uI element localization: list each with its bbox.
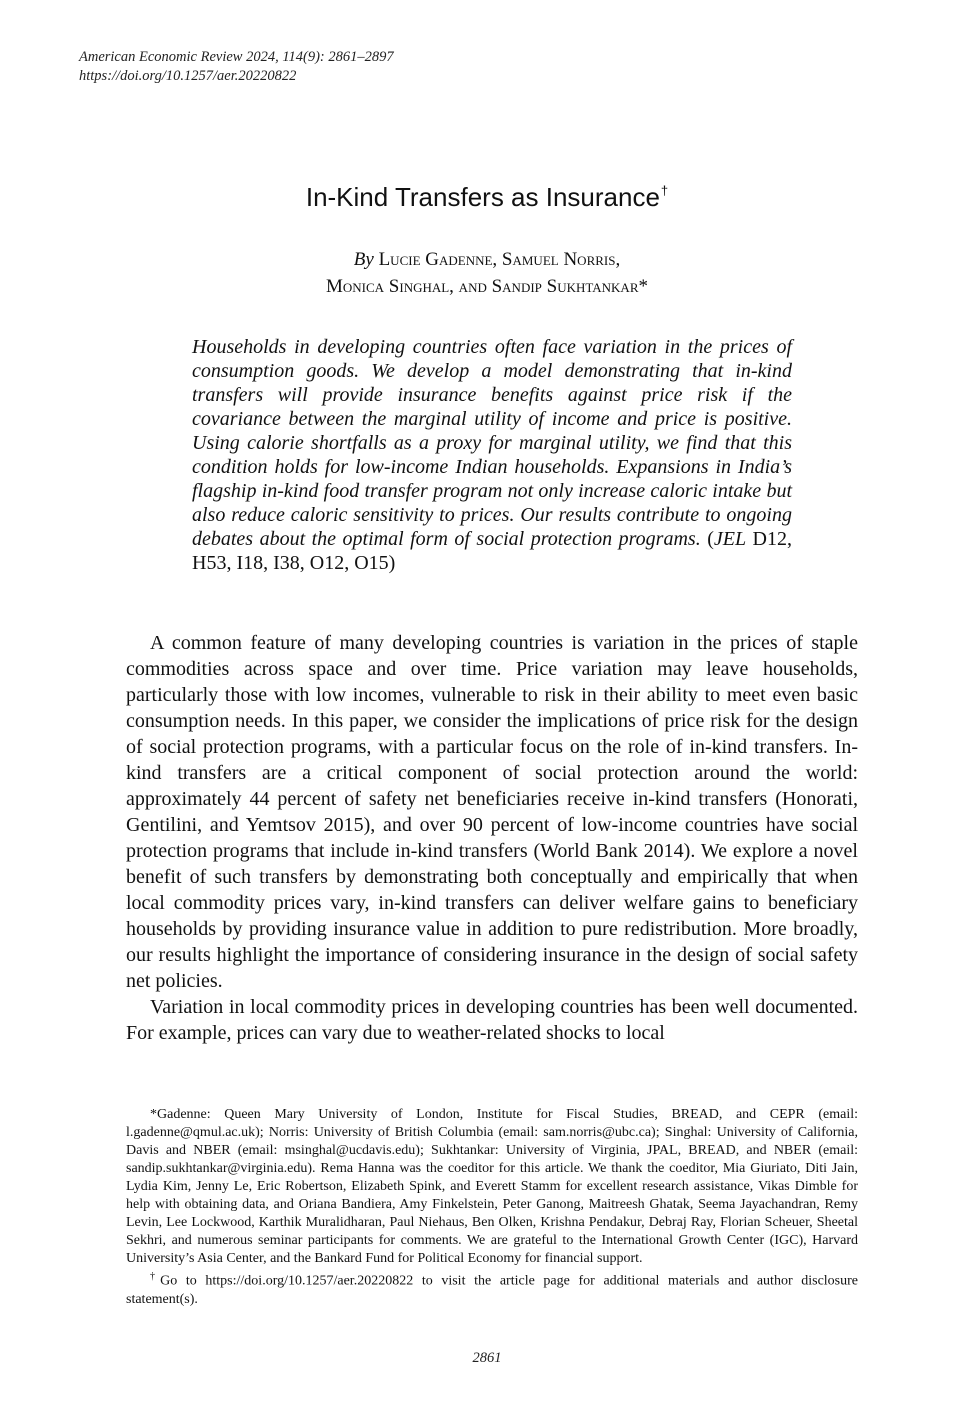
abstract-text: Households in developing countries often face variation in the prices of consumption goods. We develop a model demonstrating that in-kind transfers will provide insurance benefits against price risk if the covariance between the marginal utility of income and price is positive. Using calorie shortfalls as a proxy for marginal utility, we find that this condition holds for low-income Indian households. Expansions in India’s flagship in-kind food transfer program not only increase caloric intake but also reduce caloric sensitivity to prices. Our results contribute to ongoing debates about the optimal form of social protection programs.: [192, 336, 792, 550]
article-title-text: In-Kind Transfers as Insurance: [305, 182, 660, 212]
journal-citation: American Economic Review 2024, 114(9): 2861–2897: [79, 49, 394, 65]
journal-header: [79, 48, 394, 86]
footnote-star-mark: *: [150, 1107, 157, 1122]
author-line-2: Monica Singhal, and Sandip Sukhtankar*: [325, 276, 648, 297]
body-text: [126, 630, 858, 1046]
jel-codes: (JEL D12, H53, I18, I38, O12, O15): [192, 528, 793, 574]
footnote-dagger-mark: †: [150, 1271, 161, 1282]
body-paragraph-2: Variation in local commodity prices in developing countries has been well documented. For example, prices can vary due to weather-related shocks to local: [126, 996, 858, 1044]
author-line-1: [0, 246, 974, 273]
author-by: By: [353, 249, 374, 270]
title-footnote-mark: †: [660, 183, 669, 198]
doi-link[interactable]: https://doi.org/10.1257/aer.20220822: [79, 68, 297, 84]
footnotes: [126, 1106, 858, 1309]
page-number: 2861: [472, 1350, 502, 1366]
footnote-dagger-text: Go to https://doi.org/10.1257/aer.20220822 to visit the article page for additional materials and author disclosure statement(s).: [126, 1273, 859, 1307]
footnote-author-affiliations: [126, 1106, 858, 1268]
article-title: [0, 182, 974, 213]
footnote-star-text: Gadenne: Queen Mary University of London, Institute for Fiscal Studies, BREAD, and CEPR (email: l.gadenne@qmul.ac.uk); Norris: University of British Columbia (email: sam.norris@ubc.ca); Singhal: University of California, Davis and NBER (email: msinghal@ucdavis.edu); Sukhtankar: University of Virginia, JPAL, BREAD, and NBER (email: sandip.sukhtankar@virginia.edu). Rema Hanna was the coeditor for this article. We thank the coeditor, Mia Giuriato, Diti Jain, Lydia Kim, Jenny Le, Eric Robertson, Elizabeth Spink, and Everett Stamm for excellent research assistance, Vikas Dimble for help with obtaining data, and Oriana Bandiera, Amy Finkelstein, Peter Ganong, Maitreesh Ghatak, Seema Jayachandran, Remy Levin, Lee Lockwood, Karthik Muralidharan, Paul Niehaus, Ben Olken, Krishna Pendakur, Debraj Ray, Florian Scheuer, Sheetal Sekhri, and numerous seminar participants for comments. We are grateful to the International Growth Center (IGC), Harvard University’s Asia Center, and the Bankard Fund for Political Economy for financial support.: [126, 1107, 858, 1266]
author-list: [0, 246, 974, 300]
footnote-article-link: [126, 1268, 858, 1309]
jel-label: JEL: [713, 528, 747, 550]
author-names-1: Lucie Gadenne, Samuel Norris,: [378, 249, 621, 270]
abstract: [192, 335, 792, 575]
body-paragraph-1: A common feature of many developing countries is variation in the prices of staple commodities across space and over time. Price variation may leave households, particularly those with low incomes, vulnerable to risk in their ability to meet even basic consumption needs. In this paper, we consider the implications of price risk for the design of social protection programs, with a particular focus on the role of in-kind transfers. In-kind transfers are a critical component of social protection around the world: approximately 44 percent of safety net beneficiaries receive in-kind transfers (Honorati, Gentilini, and Yemtsov 2015), and over 90 percent of low-income countries have social protection programs that include in-kind transfers (World Bank 2014). We explore a novel benefit of such transfers by demonstrating both conceptually and empirically that when local commodity prices vary, in-kind transfers can deliver welfare gains to beneficiary households by providing insurance value in addition to pure redistribution. More broadly, our results highlight the importance of considering insurance in the design of social safety net policies.: [126, 632, 858, 992]
